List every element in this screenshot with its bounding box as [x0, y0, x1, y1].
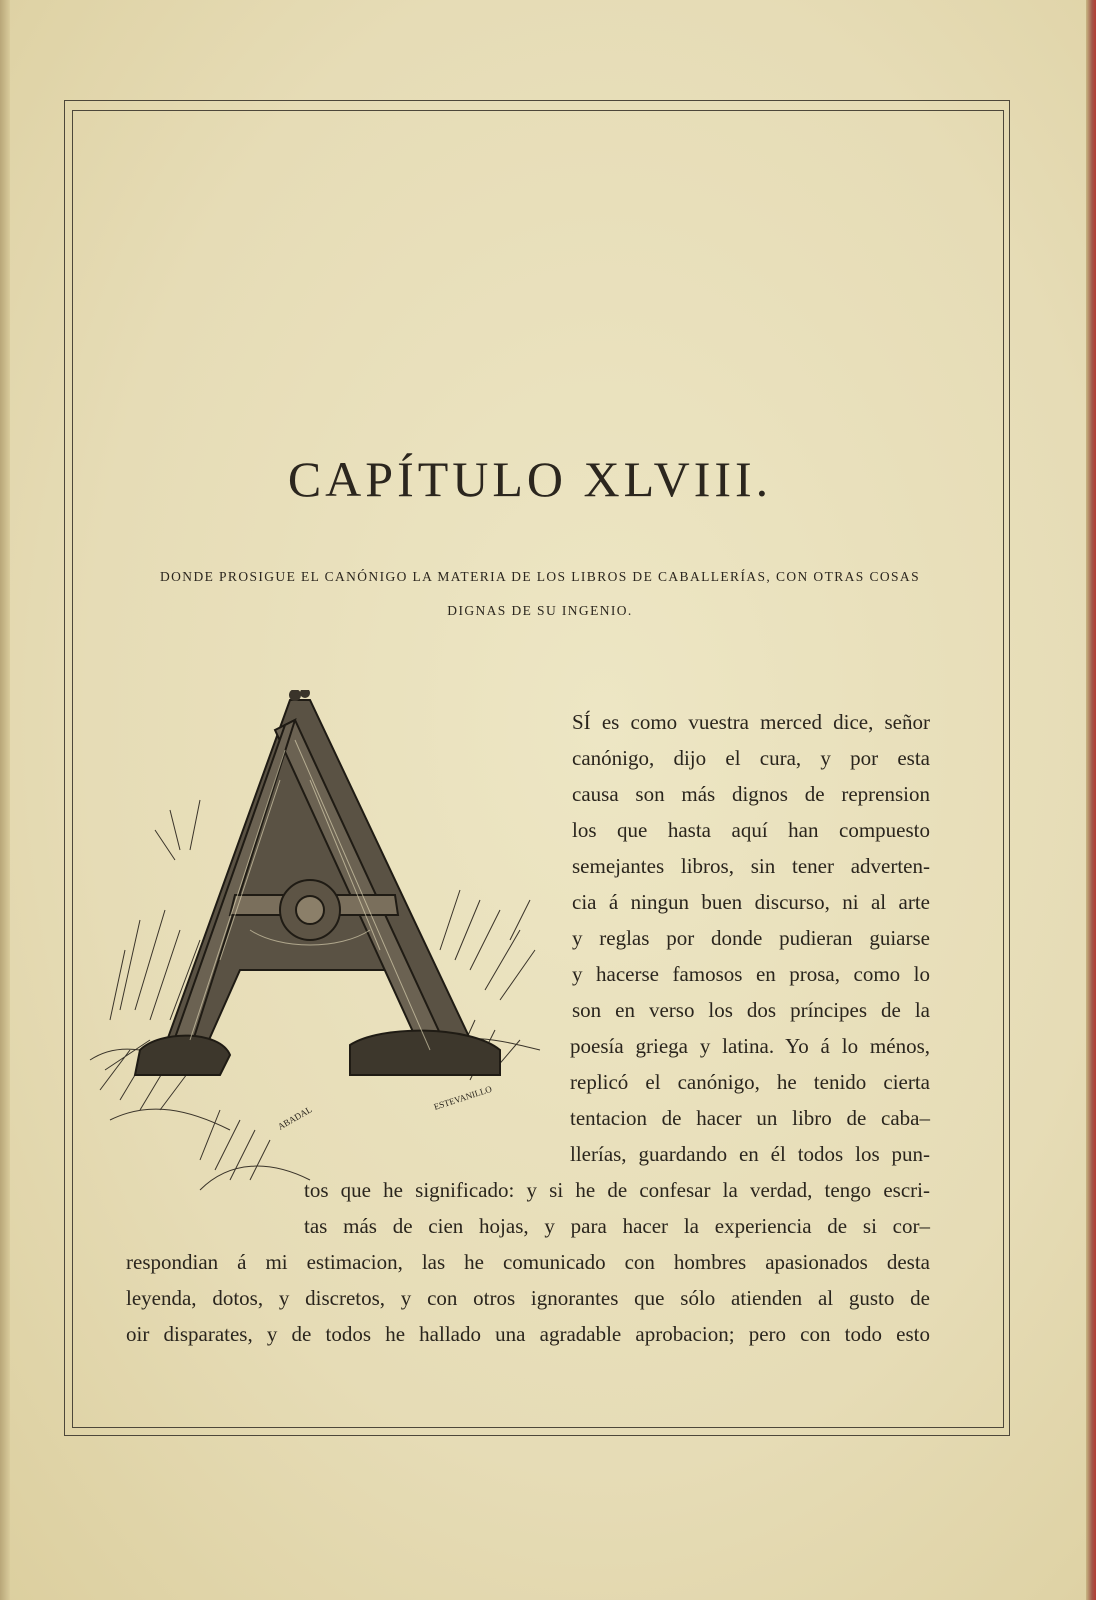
- body-line-5: semejantes libros, sin tener adverten-: [572, 854, 930, 878]
- body-line-12: tentacion de hacer un libro de caba–: [570, 1106, 930, 1130]
- body-line-6: cia á ningun buen discurso, ni al arte: [572, 890, 930, 914]
- body-line-4: los que hasta aquí han compuesto: [572, 818, 930, 842]
- chapter-summary-line-2: DIGNAS DE SU INGENIO.: [447, 603, 633, 618]
- body-line-17: leyenda, dotos, y discretos, y con otros ignorantes que sólo atienden al gusto de: [126, 1286, 930, 1310]
- body-line-1: SÍ es como vuestra merced dice, señor: [572, 710, 930, 734]
- body-line-18: oir disparates, y de todos he hallado una agradable aprobacion; pero con todo esto: [126, 1322, 930, 1346]
- body-line-15: tas más de cien hojas, y para hacer la experiencia de si cor–: [304, 1214, 930, 1238]
- decorated-initial-a: [80, 690, 560, 1220]
- body-line-8: y hacerse famosos en prosa, como lo: [572, 962, 930, 986]
- body-line-14: tos que he significado: y si he de confesar la verdad, tengo escri-: [304, 1178, 930, 1202]
- body-line-9: son en verso los dos príncipes de la: [572, 998, 930, 1022]
- book-edge: [1086, 0, 1096, 1600]
- chapter-summary: [140, 560, 940, 628]
- chapter-summary-line-1: DONDE PROSIGUE EL CANÓNIGO LA MATERIA DE LOS LIBROS DE CABALLERÍAS, CON OTRAS COSAS: [160, 569, 920, 584]
- chapter-title: CAPÍTULO XLVIII.: [287, 450, 773, 507]
- engraver-signature-estevanillo: ESTEVANILLO: [432, 1083, 493, 1112]
- engraver-signature-abadal: ABADAL: [276, 1104, 314, 1132]
- body-line-16: respondian á mi estimacion, las he comunicado con hombres apasionados desta: [126, 1250, 930, 1274]
- body-line-10: poesía griega y latina. Yo á lo ménos,: [570, 1034, 930, 1058]
- body-line-3: causa son más dignos de reprension: [572, 782, 930, 806]
- body-line-11: replicó el canónigo, he tenido cierta: [570, 1070, 930, 1094]
- body-line-7: y reglas por donde pudieran guiarse: [572, 926, 930, 950]
- body-line-13: llerías, guardando en él todos los pun-: [570, 1142, 930, 1166]
- book-gutter: [0, 0, 10, 1600]
- body-line-2: canónigo, dijo el cura, y por esta: [572, 746, 930, 770]
